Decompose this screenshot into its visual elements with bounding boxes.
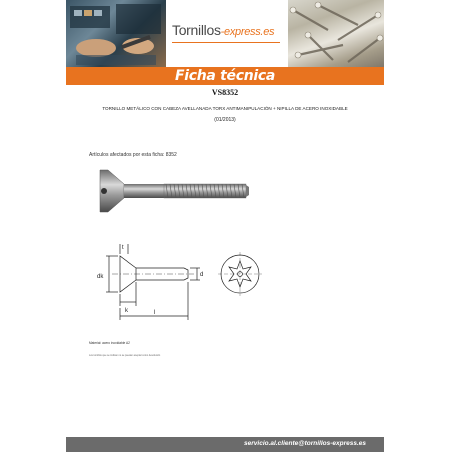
- tools-photo-icon: [66, 0, 166, 67]
- label-t: t: [122, 245, 124, 251]
- product-reference: VS8352: [211, 88, 239, 97]
- label-d: d: [200, 272, 204, 278]
- screw-photo: [94, 168, 254, 216]
- logo-main: Tornillos: [172, 22, 221, 38]
- header-logo-area: [166, 0, 288, 67]
- spec-sheet-page: [66, 0, 384, 452]
- header-screws-photo: [288, 0, 384, 67]
- footer-email-link[interactable]: servicio.al.cliente@tornillos-express.es: [244, 440, 366, 447]
- header: [66, 0, 384, 67]
- logo-underline: [172, 42, 280, 43]
- banner-title: Ficha técnica: [66, 67, 384, 85]
- affected-articles: Artículos afectados por esta ficha: 8352: [89, 152, 177, 158]
- header-tools-photo: [66, 0, 166, 67]
- label-dk: dk: [97, 274, 104, 280]
- brand-logo: [172, 22, 274, 38]
- logo-accent: -express.es: [220, 26, 275, 38]
- label-l: l: [154, 310, 156, 316]
- label-k: k: [125, 308, 128, 314]
- product-description: TORNILLO METÁLICO CON CABEZA AVELLANADA TORX ANTIMANIPULACIÓN + NIPILLA DE ACERO INOXIDABLE: [102, 106, 348, 111]
- return-note: Los tornillos que se indican no se pueden aceptar como devolución: [89, 354, 161, 357]
- revision-date: (01/2013): [214, 117, 236, 123]
- footer-bar: [66, 437, 384, 452]
- technical-drawing: [84, 240, 284, 325]
- screws-photo-icon: [288, 0, 384, 67]
- material-note: Material: acero inoxidable A2: [89, 341, 130, 345]
